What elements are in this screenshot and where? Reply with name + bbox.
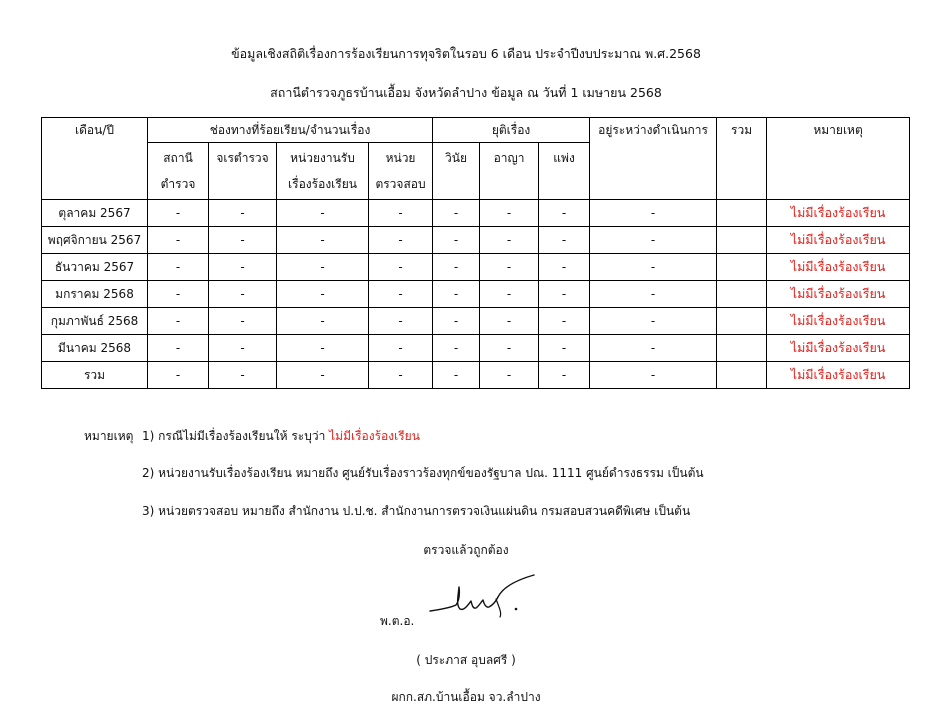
subheader-discipline: วินัย — [433, 143, 480, 200]
header-in-progress: อยู่ระหว่างดำเนินการ — [590, 118, 717, 200]
note-1-highlight: ไม่มีเรื่องร้องเรียน — [329, 429, 420, 443]
cell-officer: - — [209, 362, 277, 389]
cell-discipline: - — [433, 200, 480, 227]
cell-civil: - — [539, 308, 590, 335]
cell-audit: - — [369, 308, 433, 335]
cell-agency: - — [277, 281, 369, 308]
cell-officer: - — [209, 281, 277, 308]
cell-civil: - — [539, 281, 590, 308]
subheader-police-inspector: จเรตำรวจ — [209, 143, 277, 200]
cell-remark: ไม่มีเรื่องร้องเรียน — [767, 308, 910, 335]
signer-name: ( ประภาส อุบลศรี ) — [416, 653, 516, 667]
cell-officer: - — [209, 335, 277, 362]
subheader-civil: แพ่ง — [539, 143, 590, 200]
cell-remark: ไม่มีเรื่องร้องเรียน — [767, 335, 910, 362]
table-row — [42, 335, 910, 362]
header-total: รวม — [717, 118, 767, 200]
cell-audit: - — [369, 362, 433, 389]
cell-station: - — [148, 254, 209, 281]
cell-agency: - — [277, 308, 369, 335]
document-title: ข้อมูลเชิงสถิติเรื่องการร้องเรียนการทุจริตในรอบ 6 เดือน ประจำปีงบประมาณ พ.ศ.2568 — [231, 46, 701, 61]
cell-civil: - — [539, 200, 590, 227]
cell-agency: - — [277, 335, 369, 362]
table-row-total — [42, 362, 910, 389]
cell-in-progress: - — [590, 254, 717, 281]
cell-total — [717, 227, 767, 254]
signature-icon — [426, 573, 541, 625]
cell-month: กุมภาพันธ์ 2568 — [42, 308, 148, 335]
cell-civil: - — [539, 254, 590, 281]
cell-station: - — [148, 227, 209, 254]
cell-audit: - — [369, 227, 433, 254]
header-channels: ช่องทางที่ร้อยเรียน/จำนวนเรื่อง — [148, 118, 433, 143]
signer-position: ผกก.สภ.บ้านเอื้อม จว.ลำปาง — [391, 690, 541, 704]
cell-officer: - — [209, 200, 277, 227]
cell-remark: ไม่มีเรื่องร้องเรียน — [767, 281, 910, 308]
cell-criminal: - — [480, 335, 539, 362]
note-1 — [142, 427, 420, 446]
header-month: เดือน/ปี — [42, 118, 148, 200]
subheader-police-station: สถานี ตำรวจ — [148, 143, 209, 200]
cell-in-progress: - — [590, 308, 717, 335]
cell-month: รวม — [42, 362, 148, 389]
cell-criminal: - — [480, 281, 539, 308]
cell-audit: - — [369, 335, 433, 362]
cell-total — [717, 308, 767, 335]
cell-discipline: - — [433, 254, 480, 281]
cell-civil: - — [539, 227, 590, 254]
cell-agency: - — [277, 200, 369, 227]
cell-total — [717, 254, 767, 281]
table-row — [42, 308, 910, 335]
cell-remark: ไม่มีเรื่องร้องเรียน — [767, 227, 910, 254]
cell-criminal: - — [480, 200, 539, 227]
cell-discipline: - — [433, 362, 480, 389]
cell-total — [717, 362, 767, 389]
cell-criminal: - — [480, 227, 539, 254]
subheader-audit-unit: หน่วย ตรวจสอบ — [369, 143, 433, 200]
cell-audit: - — [369, 281, 433, 308]
cell-month: ธันวาคม 2567 — [42, 254, 148, 281]
cell-discipline: - — [433, 227, 480, 254]
document-subtitle: สถานีตำรวจภูธรบ้านเอื้อม จังหวัดลำปาง ข้อมูล ณ วันที่ 1 เมษายน 2568 — [270, 85, 662, 100]
cell-total — [717, 200, 767, 227]
cell-civil: - — [539, 362, 590, 389]
cell-criminal: - — [480, 254, 539, 281]
cell-station: - — [148, 200, 209, 227]
complaint-statistics-table — [41, 117, 910, 389]
note-1-text: 1) กรณีไม่มีเรื่องร้องเรียนให้ ระบุว่า — [142, 429, 326, 443]
cell-station: - — [148, 335, 209, 362]
cell-civil: - — [539, 335, 590, 362]
cell-audit: - — [369, 200, 433, 227]
cell-total — [717, 335, 767, 362]
cell-audit: - — [369, 254, 433, 281]
cell-discipline: - — [433, 281, 480, 308]
cell-month: ตุลาคม 2567 — [42, 200, 148, 227]
signer-rank: พ.ต.อ. — [380, 614, 415, 628]
table-row — [42, 254, 910, 281]
subheader-criminal: อาญา — [480, 143, 539, 200]
table-row — [42, 227, 910, 254]
cell-station: - — [148, 281, 209, 308]
cell-in-progress: - — [590, 227, 717, 254]
cell-officer: - — [209, 308, 277, 335]
cell-officer: - — [209, 227, 277, 254]
cell-month: มกราคม 2568 — [42, 281, 148, 308]
table-row — [42, 200, 910, 227]
cell-in-progress: - — [590, 200, 717, 227]
cell-in-progress: - — [590, 335, 717, 362]
table-row — [42, 281, 910, 308]
cell-total — [717, 281, 767, 308]
cell-agency: - — [277, 362, 369, 389]
cell-remark: ไม่มีเรื่องร้องเรียน — [767, 200, 910, 227]
cell-discipline: - — [433, 335, 480, 362]
subheader-receiving-agency: หน่วยงานรับ เรื่องร้องเรียน — [277, 143, 369, 200]
cell-month: พฤศจิกายน 2567 — [42, 227, 148, 254]
cell-agency: - — [277, 254, 369, 281]
cell-month: มีนาคม 2568 — [42, 335, 148, 362]
note-3: 3) หน่วยตรวจสอบ หมายถึง สำนักงาน ป.ป.ช. สำนักงานการตรวจเงินแผ่นดิน กรมสอบสวนคดีพิเศษ เป็นต้น — [142, 504, 691, 518]
cell-remark: ไม่มีเรื่องร้องเรียน — [767, 254, 910, 281]
header-remark: หมายเหตุ — [767, 118, 910, 200]
cell-station: - — [148, 362, 209, 389]
cell-in-progress: - — [590, 362, 717, 389]
header-closed: ยุติเรื่อง — [433, 118, 590, 143]
cell-in-progress: - — [590, 281, 717, 308]
cell-criminal: - — [480, 308, 539, 335]
cell-criminal: - — [480, 362, 539, 389]
verified-statement: ตรวจแล้วถูกต้อง — [423, 543, 509, 557]
cell-station: - — [148, 308, 209, 335]
notes-label: หมายเหตุ — [84, 429, 134, 443]
cell-remark: ไม่มีเรื่องร้องเรียน — [767, 362, 910, 389]
note-2: 2) หน่วยงานรับเรื่องร้องเรียน หมายถึง ศูนย์รับเรื่องราวร้องทุกข์ของรัฐบาล ปณ. 1111 ศูนย์ดำรงธรรม เป็นต้น — [142, 466, 704, 480]
cell-officer: - — [209, 254, 277, 281]
cell-agency: - — [277, 227, 369, 254]
cell-discipline: - — [433, 308, 480, 335]
